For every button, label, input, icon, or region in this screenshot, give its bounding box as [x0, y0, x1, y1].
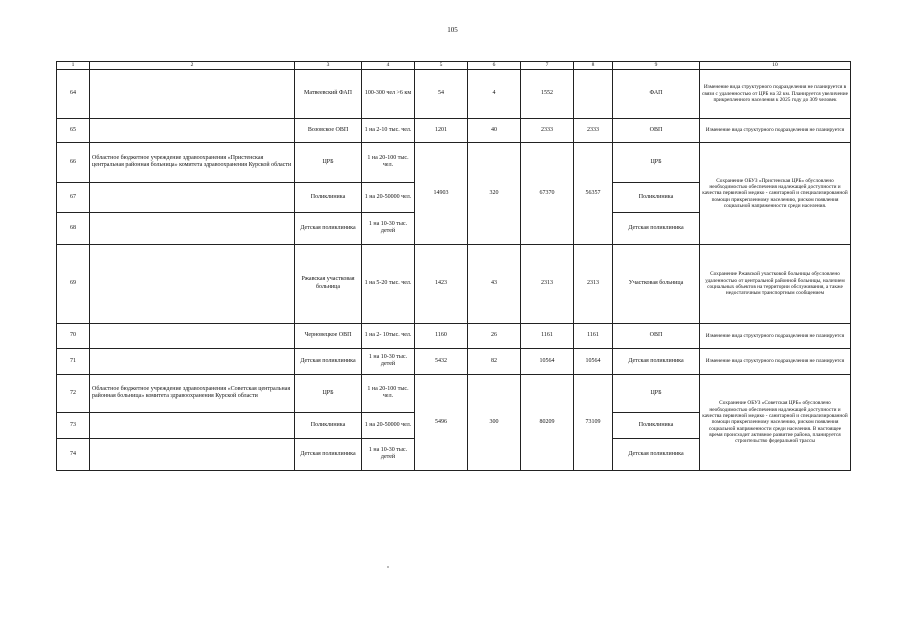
- table-row: [57, 323, 851, 348]
- row-number: 72: [57, 374, 90, 412]
- value-col7: 2313: [521, 244, 574, 323]
- facility-type: Поликлиника: [613, 182, 700, 212]
- organization-cell: [90, 69, 295, 118]
- facility-type: Участковая больница: [613, 244, 700, 323]
- facility-name: Поликлиника: [295, 412, 362, 438]
- row-number: 64: [57, 69, 90, 118]
- comment-cell: Изменение вида структурного подразделения не планируется: [700, 323, 851, 348]
- facility-type: Детская поликлиника: [613, 348, 700, 374]
- col-number-10: 10: [700, 62, 851, 70]
- organization-cell: Областное бюджетное учреждение здравоохранения «Советская центральная районная больница» комитета здравоохранения Курской области: [90, 374, 295, 412]
- organization-cell: [90, 212, 295, 244]
- value-col5: 1201: [415, 118, 468, 142]
- value-col7: 10564: [521, 348, 574, 374]
- facility-name: Возовское ОВП: [295, 118, 362, 142]
- facility-name: Детская поликлиника: [295, 438, 362, 470]
- norm-cell: 1 на 20-50000 чел.: [362, 182, 415, 212]
- organization-cell: [90, 412, 295, 438]
- norm-cell: 1 на 20-100 тыс. чел.: [362, 374, 415, 412]
- organization-cell: Областное бюджетное учреждение здравоохранения «Пристенская центральная районная больница» комитета здравоохранения Курской области: [90, 142, 295, 182]
- row-number: 73: [57, 412, 90, 438]
- scan-speck: [387, 566, 389, 568]
- col-number-3: 3: [295, 62, 362, 70]
- facility-name: ЦРБ: [295, 374, 362, 412]
- organization-cell: [90, 244, 295, 323]
- value-col5: 1160: [415, 323, 468, 348]
- column-numbers-row: [57, 62, 851, 70]
- value-col7: 67370: [521, 142, 574, 244]
- facility-name: Ржавская участковая больница: [295, 244, 362, 323]
- value-col8: 1161: [574, 323, 613, 348]
- value-col5: 14903: [415, 142, 468, 244]
- value-col6: 40: [468, 118, 521, 142]
- col-number-9: 9: [613, 62, 700, 70]
- facility-name: Матвеевский ФАП: [295, 69, 362, 118]
- facility-type: ОВП: [613, 118, 700, 142]
- value-col6: 43: [468, 244, 521, 323]
- norm-cell: 1 на 10-30 тыс. детей: [362, 348, 415, 374]
- row-number: 67: [57, 182, 90, 212]
- organization-cell: [90, 438, 295, 470]
- norm-cell: 1 на 10-30 тыс. детей: [362, 438, 415, 470]
- comment-cell: Изменение вида структурного подразделения не планируется: [700, 348, 851, 374]
- col-number-6: 6: [468, 62, 521, 70]
- norm-cell: 100-300 чел >6 км: [362, 69, 415, 118]
- facility-type: Поликлиника: [613, 412, 700, 438]
- norm-cell: 1 на 10-30 тыс. детей: [362, 212, 415, 244]
- table-row: [57, 348, 851, 374]
- page-number: 105: [447, 26, 458, 34]
- value-col5: 1423: [415, 244, 468, 323]
- comment-cell: Сохранение ОБУЗ «Советская ЦРБ» обусловлено необходимостью обеспечения надлежащей доступности и качества первичной медико - санитарной и специализированной помощи прикрепленному населению, риском появления социальной напряженности среди населения. В настоящее время происходит активное развитие района, планируется строительство федеральной трассы: [700, 374, 851, 470]
- value-col7: 1161: [521, 323, 574, 348]
- organization-cell: [90, 348, 295, 374]
- row-number: 68: [57, 212, 90, 244]
- value-col8: [574, 69, 613, 118]
- facility-name: Поликлиника: [295, 182, 362, 212]
- comment-cell: Сохранение Ржавской участковой больницы обусловлено удаленностью от центральной районной больницы, наличием социальных объектов на территории обслуживания, а также недостаточным транспортным сообщением: [700, 244, 851, 323]
- table-row: [57, 69, 851, 118]
- comment-cell: Изменение вида структурного подразделения не планируется: [700, 118, 851, 142]
- value-col8: 2313: [574, 244, 613, 323]
- facility-type: ЦРБ: [613, 374, 700, 412]
- value-col6: 4: [468, 69, 521, 118]
- value-col7: 80209: [521, 374, 574, 470]
- value-col6: 26: [468, 323, 521, 348]
- value-col7: 1552: [521, 69, 574, 118]
- facility-type: ОВП: [613, 323, 700, 348]
- facility-name: ЦРБ: [295, 142, 362, 182]
- col-number-1: 1: [57, 62, 90, 70]
- row-number: 66: [57, 142, 90, 182]
- value-col8: 2333: [574, 118, 613, 142]
- facility-name: Детская поликлиника: [295, 212, 362, 244]
- value-col5: 5432: [415, 348, 468, 374]
- facility-type: ФАП: [613, 69, 700, 118]
- row-number: 71: [57, 348, 90, 374]
- facility-type: Детская поликлиника: [613, 212, 700, 244]
- organization-cell: [90, 323, 295, 348]
- comment-cell: Изменение вида структурного подразделения не планируется в связи с удаленностью от ЦРБ на 32 км. Планируется увеличение прикрепленного населения к 2025 году до 309 человек: [700, 69, 851, 118]
- col-number-5: 5: [415, 62, 468, 70]
- col-number-8: 8: [574, 62, 613, 70]
- row-number: 69: [57, 244, 90, 323]
- facilities-table: [56, 61, 851, 471]
- table-row: [57, 142, 851, 182]
- row-number: 70: [57, 323, 90, 348]
- facility-name: Черновецкое ОВП: [295, 323, 362, 348]
- organization-cell: [90, 118, 295, 142]
- row-number: 65: [57, 118, 90, 142]
- col-number-4: 4: [362, 62, 415, 70]
- table-row: [57, 244, 851, 323]
- value-col7: 2333: [521, 118, 574, 142]
- norm-cell: 1 на 20-100 тыс. чел.: [362, 142, 415, 182]
- table-row: [57, 374, 851, 412]
- value-col6: 82: [468, 348, 521, 374]
- norm-cell: 1 на 5-20 тыс. чел.: [362, 244, 415, 323]
- value-col6: 320: [468, 142, 521, 244]
- comment-cell: Сохранение ОБУЗ «Пристенская ЦРБ» обусловлено необходимостью обеспечения надлежащей доступности и качества первичной медико - санитарной и специализированной помощи прикрепленному населению, риском появления социальной напряженности среди населения.: [700, 142, 851, 244]
- facility-type: ЦРБ: [613, 142, 700, 182]
- norm-cell: 1 на 2-10 тыс. чел.: [362, 118, 415, 142]
- col-number-2: 2: [90, 62, 295, 70]
- value-col6: 300: [468, 374, 521, 470]
- facility-type: Детская поликлиника: [613, 438, 700, 470]
- value-col8: 56357: [574, 142, 613, 244]
- value-col5: 5496: [415, 374, 468, 470]
- organization-cell: [90, 182, 295, 212]
- norm-cell: 1 на 20-50000 чел.: [362, 412, 415, 438]
- norm-cell: 1 на 2- 10тыс. чел.: [362, 323, 415, 348]
- value-col5: 54: [415, 69, 468, 118]
- value-col8: 73109: [574, 374, 613, 470]
- table-row: [57, 118, 851, 142]
- facility-name: Детская поликлиника: [295, 348, 362, 374]
- row-number: 74: [57, 438, 90, 470]
- value-col8: 10564: [574, 348, 613, 374]
- col-number-7: 7: [521, 62, 574, 70]
